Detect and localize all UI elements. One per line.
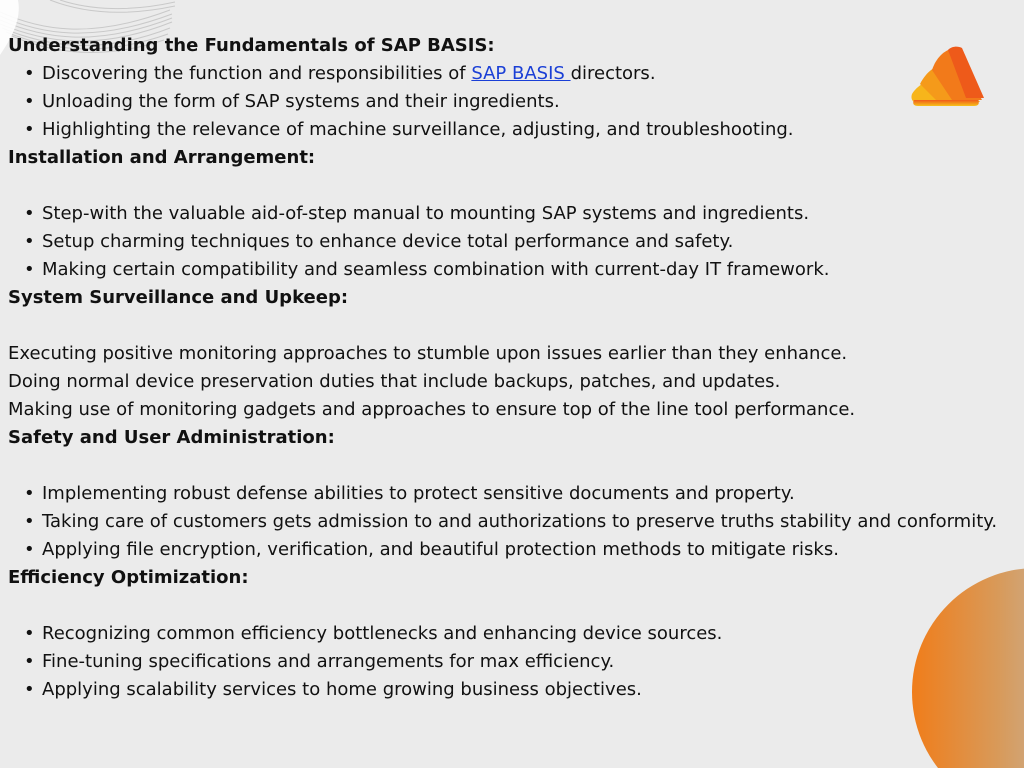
list-item: • Setup charming techniques to enhance device total performance and safety.: [8, 228, 1024, 256]
section-heading: Installation and Arrangement:: [8, 147, 316, 168]
list-item: • Implementing robust defense abilities to protect sensitive documents and property.: [8, 480, 1024, 508]
list-item: • Highlighting the relevance of machine surveillance, adjusting, and troubleshooting.: [8, 116, 1024, 144]
paragraph-line: Executing positive monitoring approaches to stumble upon issues earlier than they enhance.: [8, 343, 848, 364]
sap-basis-link[interactable]: SAP BASIS: [471, 63, 571, 84]
section-heading: Efficiency Optimization:: [8, 567, 249, 588]
list-item: • Unloading the form of SAP systems and their ingredients.: [8, 88, 1024, 116]
list-item: • Step-with the valuable aid-of-step manual to mounting SAP systems and ingredients.: [8, 200, 1024, 228]
list-item: • Applying file encryption, verification, and beautiful protection methods to mitigate risks.: [8, 536, 1024, 564]
paragraph-line: Doing normal device preservation duties that include backups, patches, and updates.: [8, 371, 781, 392]
list-item-text: directors.: [570, 63, 656, 84]
spacer: [8, 452, 1024, 480]
list-item: • Recognizing common efficiency bottlenecks and enhancing device sources.: [8, 620, 1024, 648]
spacer: [8, 592, 1024, 620]
list-item: • Making certain compatibility and seamless combination with current-day IT framework.: [8, 256, 1024, 284]
list-item: • Fine-tuning specifications and arrangements for max efficiency.: [8, 648, 1024, 676]
list-item: • Applying scalability services to home growing business objectives.: [8, 676, 1024, 704]
list-item-text: Discovering the function and responsibilities of: [42, 63, 472, 84]
list-item: [8, 60, 1024, 88]
spacer: [8, 172, 1024, 200]
list-item: • Taking care of customers gets admission to and authorizations to preserve truths stability and conformity.: [8, 508, 1024, 536]
section-heading: Safety and User Administration:: [8, 427, 335, 448]
paragraph-line: Making use of monitoring gadgets and approaches to ensure top of the line tool performance.: [8, 399, 856, 420]
section-heading: Understanding the Fundamentals of SAP BASIS:: [8, 35, 495, 56]
document-body: [8, 32, 1024, 704]
section-heading: System Surveillance and Upkeep:: [8, 287, 349, 308]
spacer: [8, 312, 1024, 340]
